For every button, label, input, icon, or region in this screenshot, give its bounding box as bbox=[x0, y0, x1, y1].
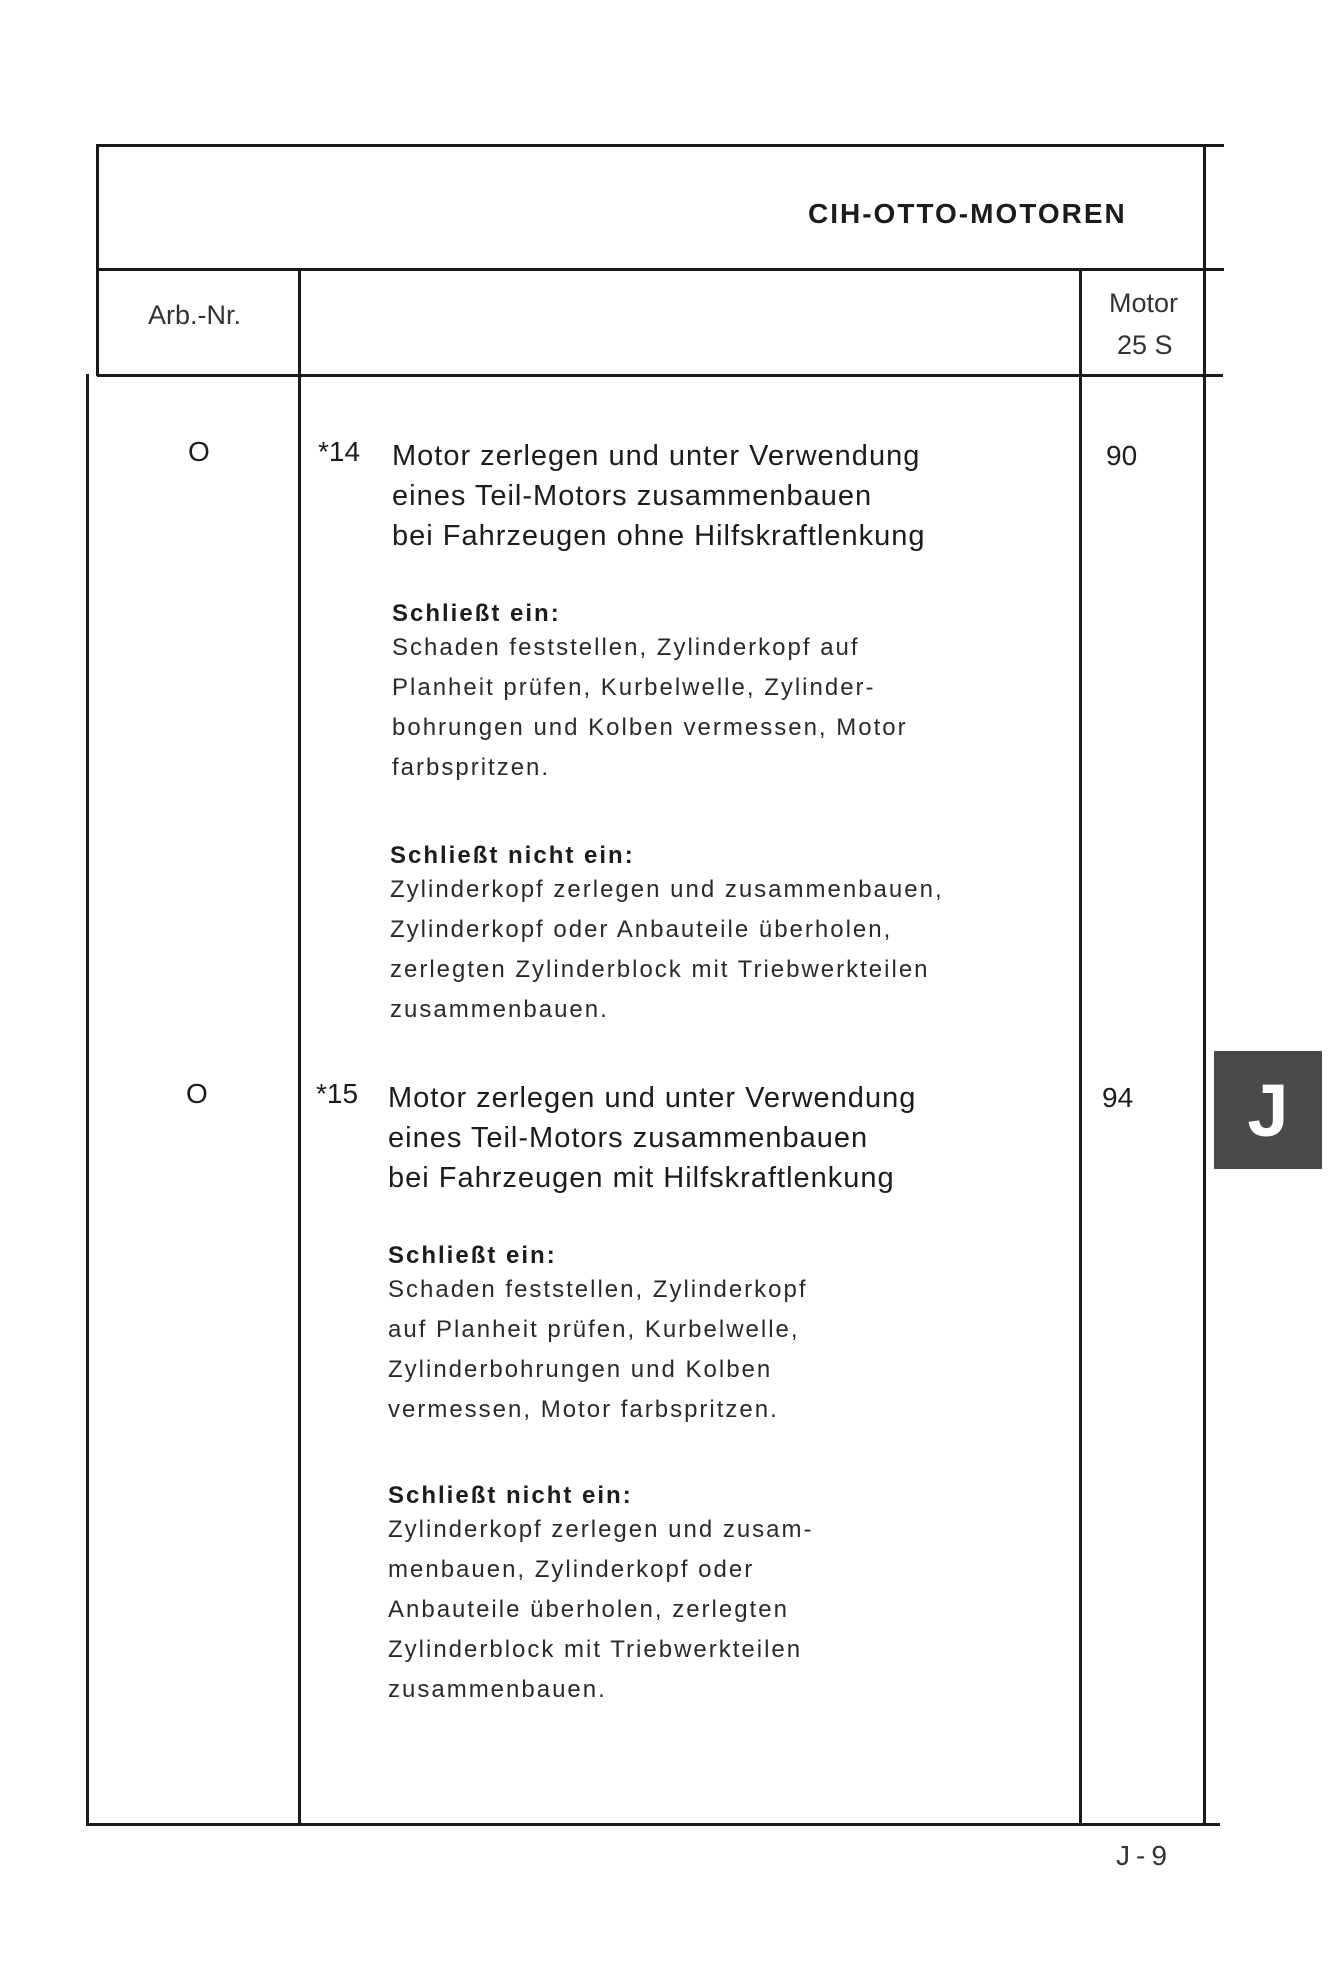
entry-14-excludes-line: Zylinderkopf oder Anbauteile überholen, bbox=[390, 916, 893, 943]
entry-14-excludes bbox=[390, 842, 944, 1030]
entry-15-excludes-line: menbauen, Zylinderkopf oder bbox=[388, 1556, 755, 1583]
entry-14-includes bbox=[392, 600, 908, 788]
entry-15-includes-line: auf Planheit prüfen, Kurbelwelle, bbox=[388, 1316, 800, 1343]
column-header-divider bbox=[97, 374, 1223, 377]
entry-15-value: 94 bbox=[1102, 1082, 1134, 1113]
entry-14-value: 90 bbox=[1106, 440, 1138, 471]
entry-14-excludes-line: zerlegten Zylinderblock mit Triebwerkteilen bbox=[390, 956, 930, 983]
entry-15-excludes-label: Schließt nicht ein: bbox=[388, 1482, 633, 1509]
entry-14-title-line: eines Teil-Motors zusammenbauen bbox=[392, 480, 873, 512]
entry-14-excludes-label: Schließt nicht ein: bbox=[390, 842, 635, 869]
entry-14-excludes-line: Zylinderkopf zerlegen und zusammenbauen, bbox=[390, 876, 944, 903]
column-divider-right bbox=[1079, 268, 1082, 1826]
column-header-motor: Motor bbox=[1109, 288, 1179, 318]
entry-14-includes-label: Schließt ein: bbox=[392, 600, 561, 627]
column-header-arb-nr: Arb.-Nr. bbox=[148, 300, 242, 330]
entry-15-excludes-line: zusammenbauen. bbox=[388, 1676, 607, 1703]
entry-15-text bbox=[388, 1078, 916, 1198]
entry-14-text bbox=[392, 436, 926, 556]
entry-15-title-line: bei Fahrzeugen mit Hilfskraftlenkung bbox=[388, 1162, 895, 1194]
column-header-motor-type: 25 S bbox=[1117, 330, 1173, 360]
entry-14-includes-line: Planheit prüfen, Kurbelwelle, Zylinder- bbox=[392, 674, 876, 701]
entry-15-excludes-line: Zylinderblock mit Triebwerkteilen bbox=[388, 1636, 803, 1663]
entry-15-excludes-line: Zylinderkopf zerlegen und zusam- bbox=[388, 1516, 814, 1543]
entry-15-includes-line: Schaden feststellen, Zylinderkopf bbox=[388, 1276, 808, 1303]
table-border-bottom bbox=[86, 1823, 1220, 1826]
entry-15-number: *15 bbox=[316, 1078, 359, 1109]
entry-15-includes-line: vermessen, Motor farbspritzen. bbox=[388, 1396, 779, 1423]
entry-14-excludes-line: zusammenbauen. bbox=[390, 996, 609, 1023]
column-divider-left bbox=[298, 268, 301, 1826]
entry-15-mark: O bbox=[186, 1078, 208, 1109]
table-border-left bbox=[96, 144, 99, 376]
entry-15-includes-line: Zylinderbohrungen und Kolben bbox=[388, 1356, 773, 1383]
entry-14-title-line: Motor zerlegen und unter Verwendung bbox=[392, 440, 921, 472]
entry-15-title-line: eines Teil-Motors zusammenbauen bbox=[388, 1122, 869, 1154]
section-title: CIH-OTTO-MOTOREN bbox=[808, 198, 1127, 229]
entry-15-includes bbox=[388, 1242, 808, 1430]
table-border-top bbox=[98, 144, 1224, 147]
entry-15-includes-label: Schließt ein: bbox=[388, 1242, 557, 1269]
entry-15-title-line: Motor zerlegen und unter Verwendung bbox=[388, 1082, 917, 1114]
entry-14-mark: O bbox=[188, 436, 210, 467]
page-number: J-9 bbox=[1116, 1840, 1173, 1871]
entry-14-includes-line: Schaden feststellen, Zylinderkopf auf bbox=[392, 634, 860, 661]
entry-14-includes-line: bohrungen und Kolben vermessen, Motor bbox=[392, 714, 908, 741]
table-border-left-lower bbox=[86, 374, 89, 1826]
table-border-right bbox=[1203, 144, 1206, 1826]
entry-14-number: *14 bbox=[318, 436, 361, 467]
entry-14-includes-line: farbspritzen. bbox=[392, 754, 551, 781]
entry-15-excludes bbox=[388, 1482, 814, 1710]
header-divider bbox=[97, 268, 1224, 271]
chapter-tab: J bbox=[1214, 1051, 1322, 1169]
entry-14-title-line: bei Fahrzeugen ohne Hilfskraftlenkung bbox=[392, 520, 926, 552]
entry-15-excludes-line: Anbauteile überholen, zerlegten bbox=[388, 1596, 789, 1623]
